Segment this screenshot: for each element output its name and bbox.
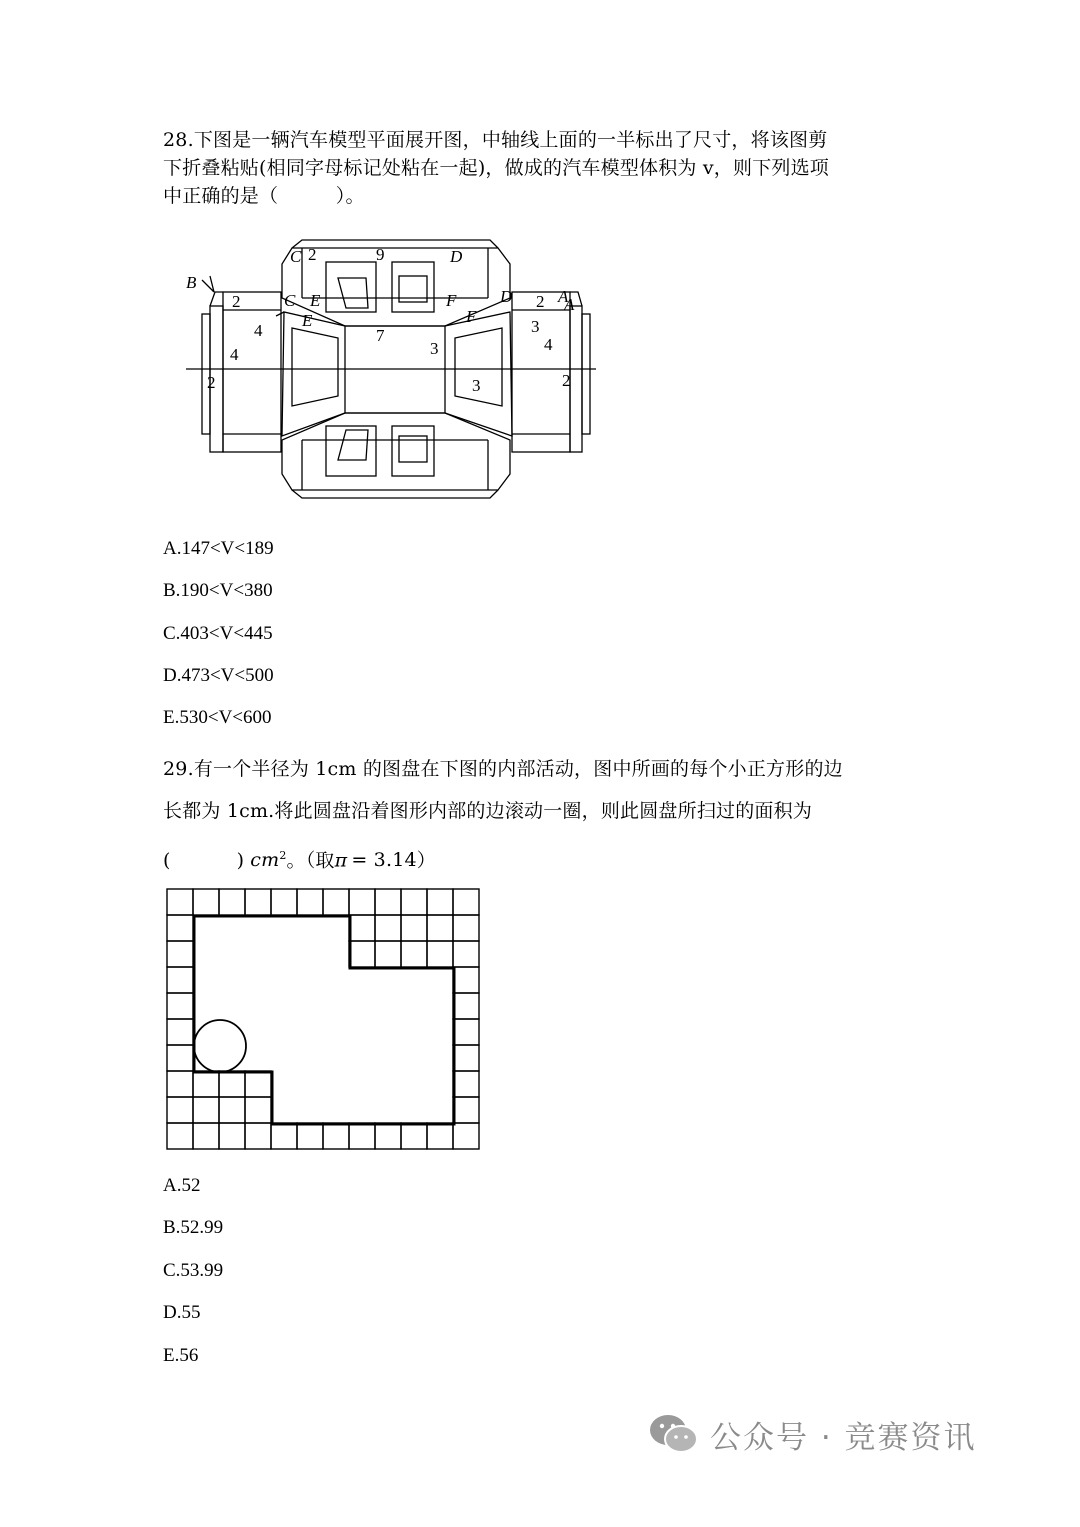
label-A-2: A: [564, 295, 575, 314]
grid-cell: [167, 1019, 193, 1045]
grid-cell: [297, 1123, 323, 1149]
grid-cell: [401, 941, 427, 967]
grid-cell: [219, 1097, 245, 1123]
disc-circle: [194, 1020, 246, 1072]
q29-option-d: D.55: [163, 1302, 201, 1323]
grid-cell: [349, 941, 375, 967]
grid-cell: [167, 1097, 193, 1123]
grid-cell: [453, 1045, 479, 1071]
grid-cell: [297, 889, 323, 915]
q28-line-3: 中正确的是（ ）。: [163, 185, 365, 207]
q29-line-2: 长都为 1cm.将此圆盘沿着图形内部的边滚动一圈，则此圆盘所扫过的面积为: [163, 800, 813, 822]
label-A-1: A: [558, 287, 569, 306]
grid-cell: [323, 1123, 349, 1149]
dim-2-right-end: 2: [562, 371, 571, 390]
dim-4-left-b: 4: [230, 345, 239, 364]
grid-cell: [193, 1071, 219, 1097]
grid-cell: [167, 915, 193, 941]
dim-2-left-end: 2: [207, 373, 216, 392]
watermark: [648, 1410, 977, 1458]
q28-option-d: D.473<V<500: [163, 665, 274, 686]
grid-cell: [167, 967, 193, 993]
dim-3-hub: 3: [430, 339, 439, 358]
grid-cell: [245, 1123, 271, 1149]
grid-cell: [245, 1097, 271, 1123]
grid-cell: [349, 915, 375, 941]
dim-9: 9: [376, 245, 385, 264]
dim-3-wing: 3: [472, 376, 481, 395]
label-F-2: F: [466, 307, 477, 326]
grid-cell: [375, 941, 401, 967]
grid-cell: [349, 1123, 375, 1149]
label-C-top: C: [290, 247, 302, 266]
window-a: [326, 262, 376, 312]
grid-cell: [167, 1045, 193, 1071]
q28-stem: [163, 126, 923, 210]
q29-option-b: B.52.99: [163, 1217, 224, 1238]
grid-cell: [453, 915, 479, 941]
grid-cell: [193, 889, 219, 915]
grid-cell: [245, 1071, 271, 1097]
window-c: [326, 426, 376, 476]
dim-2-top: 2: [308, 245, 317, 264]
grid-cell: [271, 1123, 297, 1149]
grid-figure: [166, 888, 486, 1158]
q28-option-b: B.190<V<380: [163, 580, 273, 601]
q29-option-c: C.53.99: [163, 1260, 224, 1281]
grid-cell: [219, 889, 245, 915]
grid-cell: [323, 889, 349, 915]
q29-line-1: 29.有一个半径为 1cm 的图盘在下图的内部活动，图中所画的每个小正方形的边: [163, 758, 843, 780]
grid-cell: [453, 889, 479, 915]
label-F-1: F: [446, 291, 457, 310]
window-d: [392, 426, 434, 476]
dim-3-right-box: 3: [531, 317, 540, 336]
grid-cell: [453, 1071, 479, 1097]
note-prefix: 。（取: [286, 849, 335, 872]
grid-cell: [167, 889, 193, 915]
grid-cell: [271, 889, 297, 915]
q28-option-a: A.147<V<189: [163, 538, 274, 559]
grid-cell: [167, 941, 193, 967]
grid-cell: [427, 941, 453, 967]
grid-cell: [401, 1123, 427, 1149]
q29-stem: [163, 748, 923, 832]
label-D-top: D: [450, 247, 463, 266]
grid-cell: [401, 915, 427, 941]
dim-2-left-box: 2: [232, 292, 241, 311]
wechat-icon: [648, 1412, 700, 1456]
grid-cell: [453, 1019, 479, 1045]
q29-option-a: A.52: [163, 1175, 201, 1196]
inner-boundary: [194, 916, 454, 1124]
grid-cell: [453, 993, 479, 1019]
q29-answer-line: [163, 842, 923, 874]
grid-cell: [427, 915, 453, 941]
grid-cell: [219, 1071, 245, 1097]
pi-symbol: π: [334, 849, 348, 872]
grid-cell: [167, 993, 193, 1019]
grid-cell: [219, 1123, 245, 1149]
grid-cell: [453, 1097, 479, 1123]
q28-line-2: 下折叠粘贴(相同字母标记处粘在一起)，做成的汽车模型体积为 v，则下列选项: [163, 157, 830, 179]
grid-cell: [375, 1123, 401, 1149]
bottom-panel: [282, 413, 510, 490]
label-C-left: C: [284, 291, 296, 310]
grid-cell: [245, 889, 271, 915]
note-suffix: ）: [416, 849, 436, 872]
grid-cell: [427, 1123, 453, 1149]
grid-cell: [427, 889, 453, 915]
label-E-2: E: [302, 311, 313, 330]
window-b: [392, 262, 434, 312]
grid-cell: [401, 889, 427, 915]
dim-2-right-box: 2: [536, 292, 545, 311]
q28-option-c: C.403<V<445: [163, 623, 273, 644]
grid-cell: [375, 889, 401, 915]
grid-cell: [193, 1123, 219, 1149]
answer-open-paren: (: [163, 849, 171, 872]
answer-close-paren: ): [236, 849, 245, 872]
label-D-right: D: [500, 287, 513, 306]
pi-value: = 3.14: [351, 849, 417, 872]
grid-cell: [453, 1123, 479, 1149]
grid-cell: [193, 1097, 219, 1123]
unit-exponent: 2: [279, 849, 287, 862]
q28-option-e: E.530<V<600: [163, 707, 272, 728]
grid-cell: [167, 1071, 193, 1097]
unit-cm: cm: [250, 849, 280, 872]
grid-cell: [167, 1123, 193, 1149]
grid-cell: [375, 915, 401, 941]
q29-option-e: E.56: [163, 1345, 199, 1366]
grid-cell: [349, 889, 375, 915]
dim-4-left-a: 4: [254, 321, 263, 340]
label-B: B: [186, 273, 197, 292]
grid-cell: [453, 941, 479, 967]
q28-line-1: 28.下图是一辆汽车模型平面展开图，中轴线上面的一半标出了尺寸，将该图剪: [163, 129, 828, 151]
car-net-figure: [180, 236, 600, 508]
watermark-text: 公众号 · 竞赛资讯: [710, 1419, 977, 1456]
grid-cell: [453, 967, 479, 993]
left-box: [223, 292, 281, 452]
dim-7: 7: [376, 326, 385, 345]
label-E-1: E: [310, 291, 321, 310]
dim-4-right-box: 4: [544, 335, 553, 354]
